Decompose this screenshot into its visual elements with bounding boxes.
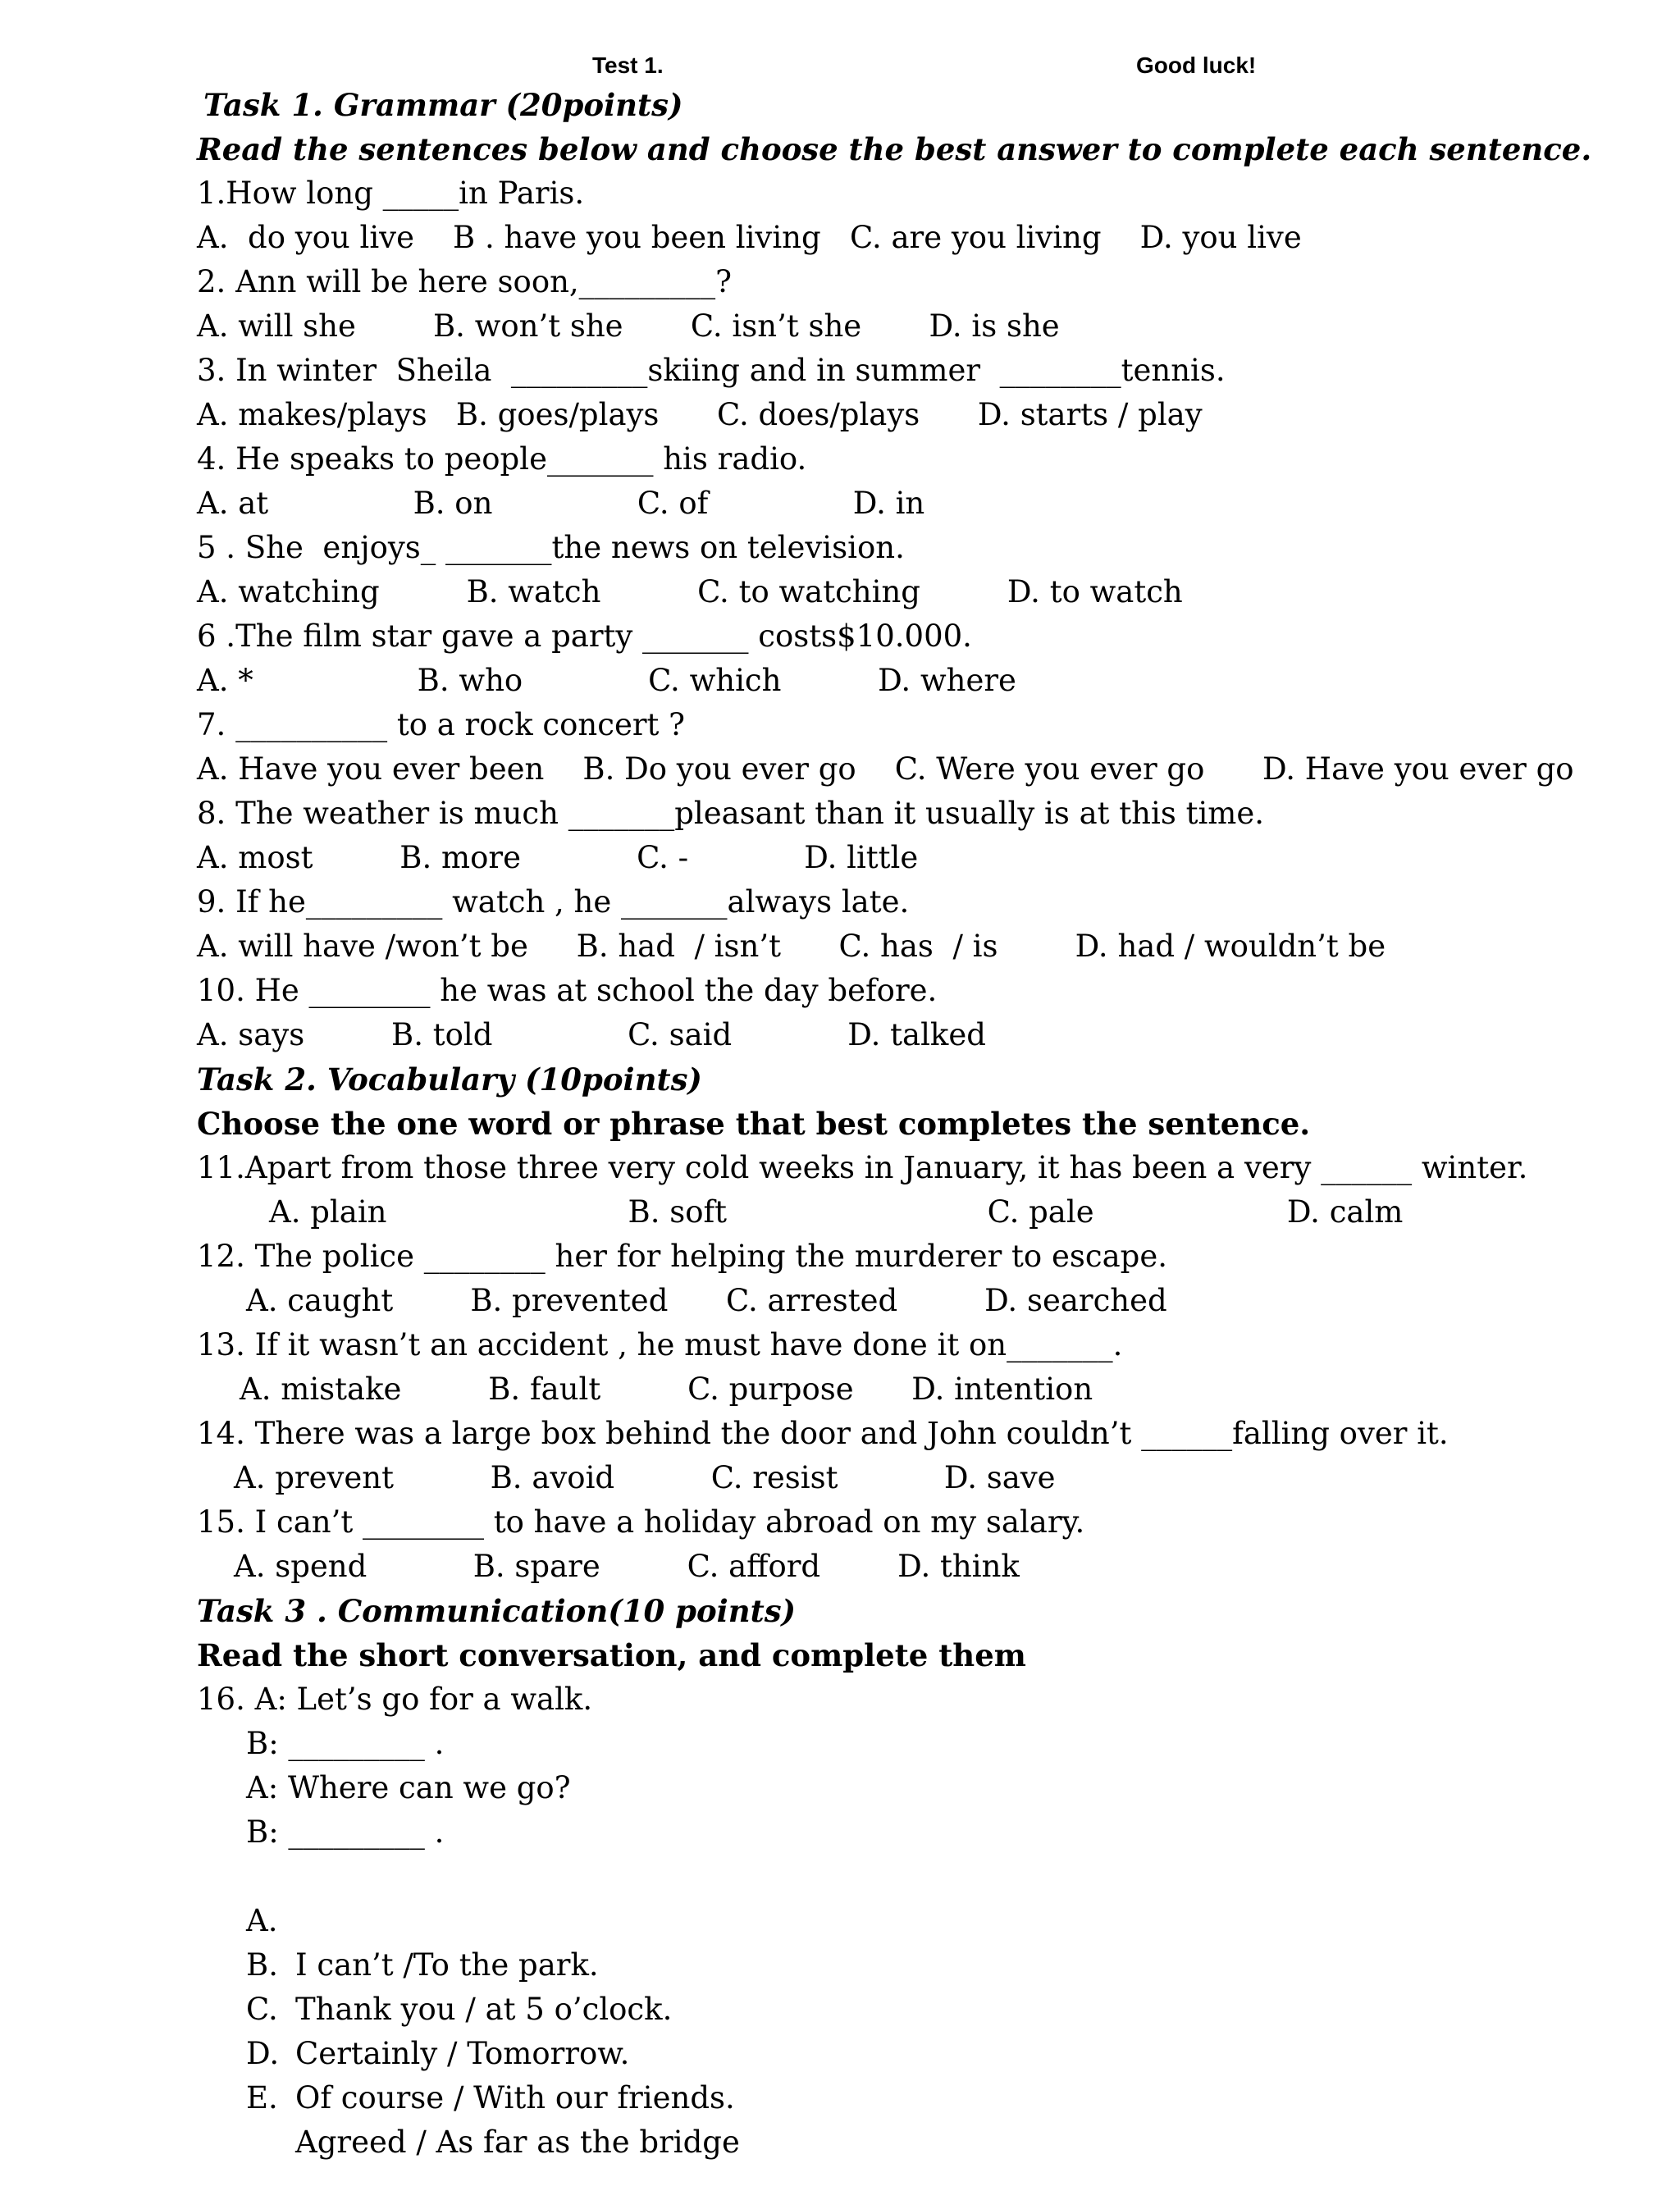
dialogue-b2: B: _________ . — [246, 1814, 445, 1850]
question-12-options: A. caught B. prevented C. arrested D. searched — [246, 1283, 1167, 1318]
question-6-options: A. * B. who C. which D. where — [197, 663, 1016, 698]
question-1-options: A. do you live B . have you been living C. are you living D. you live — [197, 220, 1302, 255]
question-7-options: A. Have you ever been B. Do you ever go C. Were you ever go D. Have you ever go — [197, 751, 1574, 787]
question-16: 16. A: Let’s go for a walk. — [197, 1682, 593, 1717]
good-luck-note: Good luck! — [1136, 52, 1257, 78]
question-3: 3. In winter Sheila _________skiing and in summer ________tennis. — [197, 353, 1226, 388]
option-letter: D. — [246, 2036, 280, 2071]
option-letter: B. — [246, 1947, 278, 1983]
question-1: 1.How long _____in Paris. — [197, 176, 585, 211]
question-9: 9. If he_________ watch , he _______always late. — [197, 884, 910, 920]
question-15: 15. I can’t ________ to have a holiday abroad on my salary. — [197, 1504, 1085, 1540]
dialogue-b1: B: _________ . — [246, 1726, 445, 1761]
question-10-options: A. says B. told C. said D. talked — [197, 1017, 986, 1052]
question-14: 14. There was a large box behind the door and John couldn’t ______falling over it. — [197, 1416, 1449, 1451]
dialogue-a2: A: Where can we go? — [246, 1770, 571, 1805]
option-text: Of course / With our friends. — [295, 2080, 735, 2115]
question-9-options: A. will have /won’t be B. had / isn’t C. has / is D. had / wouldn’t be — [197, 929, 1386, 964]
question-12: 12. The police ________ her for helping the murderer to escape. — [197, 1239, 1167, 1274]
option-text: Certainly / Tomorrow. — [295, 2036, 630, 2071]
question-5: 5 . She enjoys_ _______the news on television. — [197, 530, 905, 565]
question-8: 8. The weather is much _______pleasant than it usually is at this time. — [197, 796, 1265, 831]
task1-title: Task 1. Grammar (20points) — [203, 87, 683, 123]
question-8-options: A. most B. more C. - D. little — [197, 840, 919, 875]
list-item — [0, 2032, 1680, 2209]
question-4-options: A. at B. on C. of D. in — [197, 486, 925, 521]
task2-instruction: Choose the one word or phrase that best completes the sentence. — [197, 1106, 1311, 1142]
question-13: 13. If it wasn’t an accident , he must have done it on_______. — [197, 1327, 1123, 1362]
question-3-options: A. makes/plays B. goes/plays C. does/plays D. starts / play — [197, 397, 1203, 432]
question-2: 2. Ann will be here soon,_________? — [197, 264, 733, 299]
option-letter: A. — [246, 1903, 278, 1938]
test-title: Test 1. — [592, 52, 664, 78]
option-text: Agreed / As far as the bridge — [295, 2125, 740, 2160]
question-7: 7. __________ to a rock concert ? — [197, 707, 686, 742]
option-text: Thank you / at 5 o’clock. — [295, 1992, 673, 2027]
task3-instruction: Read the short conversation, and complete them — [197, 1637, 1026, 1673]
question-2-options: A. will she B. won’t she C. isn’t she D. is she — [197, 308, 1060, 344]
question-10: 10. He ________ he was at school the day before. — [197, 973, 938, 1008]
option-letter: E. — [246, 2080, 278, 2115]
task2-title: Task 2. Vocabulary (10points) — [197, 1061, 702, 1098]
question-11: 11.Apart from those three very cold weeks in January, it has been a very ______ winter. — [197, 1150, 1528, 1185]
question-15-options: A. spend B. spare C. afford D. think — [234, 1549, 1020, 1584]
question-13-options: A. mistake B. fault C. purpose D. intention — [240, 1371, 1093, 1407]
question-11-options: A. plain B. soft C. pale D. calm — [269, 1194, 1404, 1230]
question-6: 6 .The film star gave a party _______ costs$10.000. — [197, 618, 972, 654]
task3-title: Task 3 . Communication(10 points) — [197, 1593, 797, 1629]
question-14-options: A. prevent B. avoid C. resist D. save — [234, 1460, 1056, 1495]
question-5-options: A. watching B. watch C. to watching D. to watch — [197, 574, 1183, 609]
question-4: 4. He speaks to people_______ his radio. — [197, 441, 807, 477]
option-text: I can’t /To the park. — [295, 1947, 599, 1983]
task1-instruction: Read the sentences below and choose the best answer to complete each sentence. — [197, 131, 1592, 167]
option-letter: C. — [246, 1992, 278, 2027]
